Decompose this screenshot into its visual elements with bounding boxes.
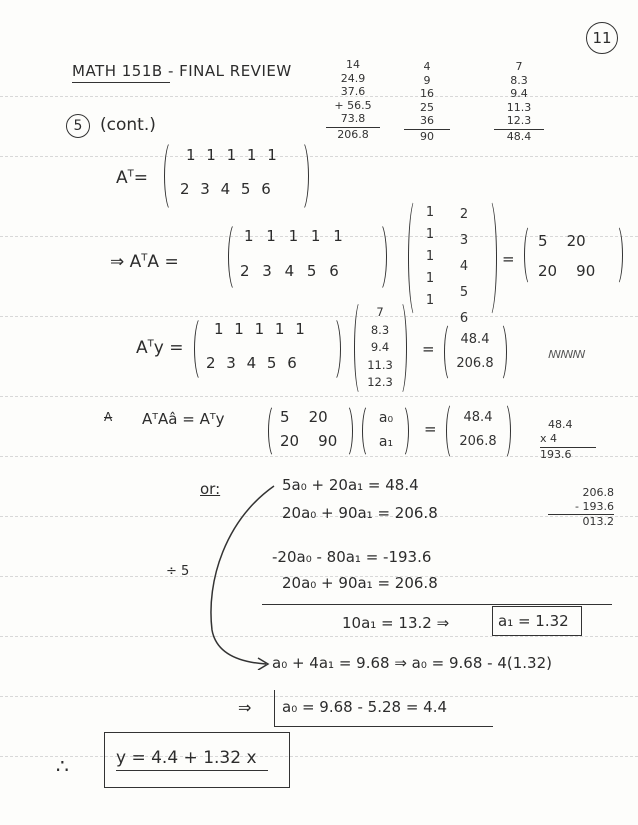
sum-column-3: 7 8.3 9.4 11.3 12.3 48.4 bbox=[494, 60, 544, 144]
at-right-paren bbox=[296, 140, 309, 212]
a-matrix-col2: 2 3 4 5 6 bbox=[459, 207, 469, 326]
page-number: 11 bbox=[586, 22, 618, 54]
ata-equals: = bbox=[502, 250, 515, 268]
y-vector-right-paren bbox=[396, 300, 407, 396]
ata-at-right-paren bbox=[374, 222, 387, 292]
sys-matrix-left-paren bbox=[268, 404, 279, 458]
multiply-work: 48.4 x 4 193.6 bbox=[540, 418, 588, 462]
a0-answer: a₀ = 9.68 - 5.28 = 4.4 bbox=[282, 698, 448, 716]
ata-result-left-paren bbox=[524, 224, 535, 286]
aty-at-left-paren bbox=[194, 316, 207, 382]
header-title: MATH 151B - FINAL REVIEW bbox=[72, 62, 292, 80]
equation-3: -20a₀ - 80a₁ = -193.6 bbox=[272, 548, 432, 566]
ata-result-right-paren bbox=[612, 224, 623, 286]
equation-6: a₀ + 4a₁ = 9.68 ⇒ a₀ = 9.68 - 4(1.32) bbox=[272, 654, 552, 672]
substitution-arrow bbox=[196, 480, 286, 670]
aty-result: 48.4 206.8 bbox=[456, 332, 494, 371]
unknowns-right-paren bbox=[398, 404, 409, 458]
rhs-right-paren bbox=[500, 402, 511, 460]
at-row-ones: 1 1 1 1 1 bbox=[186, 146, 277, 164]
ata-label: ⇒ $A^TA$ = bbox=[110, 252, 179, 272]
a-matrix-right-paren bbox=[484, 198, 497, 318]
problem-number: 5 bbox=[66, 114, 90, 138]
problem-cont: (cont.) bbox=[100, 115, 156, 135]
at-left-paren bbox=[164, 140, 177, 212]
equation-4: 20a₀ + 90a₁ = 206.8 bbox=[282, 574, 438, 592]
final-answer: y = 4.4 + 1.32 x bbox=[116, 748, 257, 768]
or-label: or: bbox=[200, 480, 221, 498]
sys-equals: = bbox=[424, 420, 437, 438]
header-underline bbox=[72, 82, 170, 83]
ata-result-row1: 5 20 bbox=[538, 232, 586, 250]
rhs-vector: 48.4 206.8 bbox=[459, 410, 497, 449]
equation-5: 10a₁ = 13.2 ⇒ bbox=[342, 614, 450, 632]
normal-equation: AᵀAâ = Aᵀy bbox=[142, 410, 225, 428]
final-answer-underline bbox=[116, 770, 268, 771]
scribble-mark: ꟿꟿꟿ bbox=[548, 348, 585, 361]
aty-label: $A^Ty$ = bbox=[136, 338, 184, 358]
y-vector: 7 8.3 9.4 11.3 12.3 bbox=[367, 305, 393, 390]
sys-matrix-right-paren bbox=[342, 404, 353, 458]
divide-note: ÷ 5 bbox=[166, 564, 190, 579]
ata-at-row-ones: 1 1 1 1 1 bbox=[244, 227, 343, 245]
at-label: $A^T=$ bbox=[116, 168, 148, 188]
equation-2: 20a₀ + 90a₁ = 206.8 bbox=[282, 504, 438, 522]
ata-at-left-paren bbox=[228, 222, 241, 292]
therefore-symbol: ∴ bbox=[56, 754, 69, 778]
crossed-prefix: A bbox=[104, 410, 113, 424]
aty-result-right-paren bbox=[496, 322, 507, 382]
subtract-work: 206.8 - 193.6 013.2 bbox=[548, 486, 614, 529]
a1-answer: a₁ = 1.32 bbox=[498, 612, 569, 630]
sys-matrix-row2: 20 90 bbox=[280, 432, 338, 450]
ata-result-row2: 20 90 bbox=[538, 262, 596, 280]
aty-at-right-paren bbox=[328, 316, 341, 382]
subtraction-line bbox=[262, 604, 612, 605]
aty-at-row-ones: 1 1 1 1 1 bbox=[214, 320, 305, 338]
unknowns-vector: a₀ a₁ bbox=[378, 410, 394, 450]
sum-column-1: 14 24.9 37.6 + 56.5 73.8 206.8 bbox=[326, 58, 380, 142]
ata-at-row-x: 2 3 4 5 6 bbox=[240, 262, 339, 280]
aty-at-row-x: 2 3 4 5 6 bbox=[206, 354, 297, 372]
a-matrix-col1: 1 1 1 1 1 bbox=[425, 205, 435, 308]
equation-1: 5a₀ + 20a₁ = 48.4 bbox=[282, 476, 419, 494]
sum-column-2: 4 9 16 25 36 90 bbox=[404, 60, 450, 144]
sys-matrix-row1: 5 20 bbox=[280, 408, 328, 426]
answer-arrow: ⇒ bbox=[238, 698, 252, 717]
at-row-x: 2 3 4 5 6 bbox=[180, 180, 271, 198]
aty-equals: = bbox=[422, 340, 435, 358]
